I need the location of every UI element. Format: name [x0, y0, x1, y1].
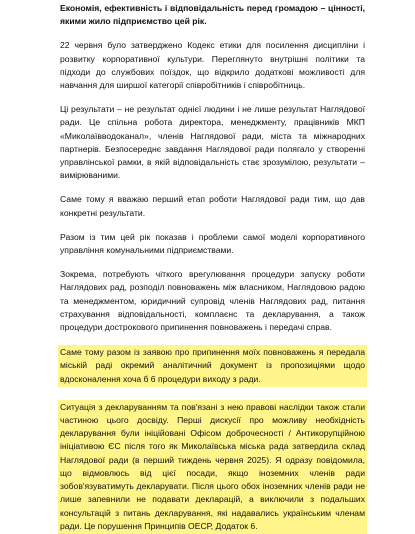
procedures-paragraph: Зокрема, потребують чіткого врегулювання процедури запуску роботи Наглядових рад, розподіл повноважень між власником, Наглядовою радою та менеджментом, юридичний супровід членів Наглядових рад, питання страхування відповідальності, комплаєнс та декларування, а також процедури дострокового припинення повноважень і передачі справ.: [60, 269, 365, 333]
governance-problems-paragraph: Разом із тим цей рік показав і проблеми самої моделі корпоративного управління комунальними підприємствами.: [60, 231, 365, 256]
ethics-code-paragraph: 22 червня було затверджено Кодекс етики для посилення дисципліни і розвитку корпоративної культури. Переглянуто внутрішні політики та підходи до службових поїздок, що відкрило додаткові можливості для навчання для ширшої категорії співробітників і співробітниць.: [60, 40, 365, 91]
values-summary-paragraph: Економія, ефективність і відповідальність перед громадою – цінності, якими жило підприємство цей рік.: [60, 3, 365, 27]
highlighted-declaration-paragraph: Ситуація з декларуванням та пов'язані з нею правові наслідки також стали частиною цього досвіду. Перші дискусії про можливу необхідність декларування були ініційовані Офісом доброчесності / Антикорупційною ініціативою ЄС після того як Миколаївська міська рада затвердила склад Наглядової ради (в перший тиждень червня 2025). Я одразу повідомила, що відмовлюсь від цієї посади, якщо іноземних членів ради зобов'язуватимуть декларувати. Після цього обох іноземних членів ради не лише запевнили не подавати декларацій, а виключили з подальших консультацій з питань декларування, які надавались українським членам ради. Це порушення Принципів ОЕСР, Додаток 6.: [58, 400, 367, 534]
highlighted-resignation-paragraph: Саме тому разом із заявою про припинення моїх повноважень я передала міській раді окремий аналітичний документ із пропозиціями щодо вдосконалення хоча б 6 процедури виходу з ради.: [58, 345, 367, 387]
shared-results-paragraph: Ці результати – не результат однієї людини і не лише результат Наглядової ради. Це спільна робота директора, менеджменту, працівників МКП «Миколаївводоканал», членів Наглядової ради, міста та міжнародних партнерів. Безпосереднє завдання Наглядової ради полягало у створенні управлінської рамки, в якій відповідальність стає зрозумілою, результати – вимірюваними.: [60, 104, 365, 181]
first-stage-paragraph: Саме тому я вважаю перший етап роботи Наглядової ради тим, що дав конкретні результати.: [60, 194, 365, 218]
